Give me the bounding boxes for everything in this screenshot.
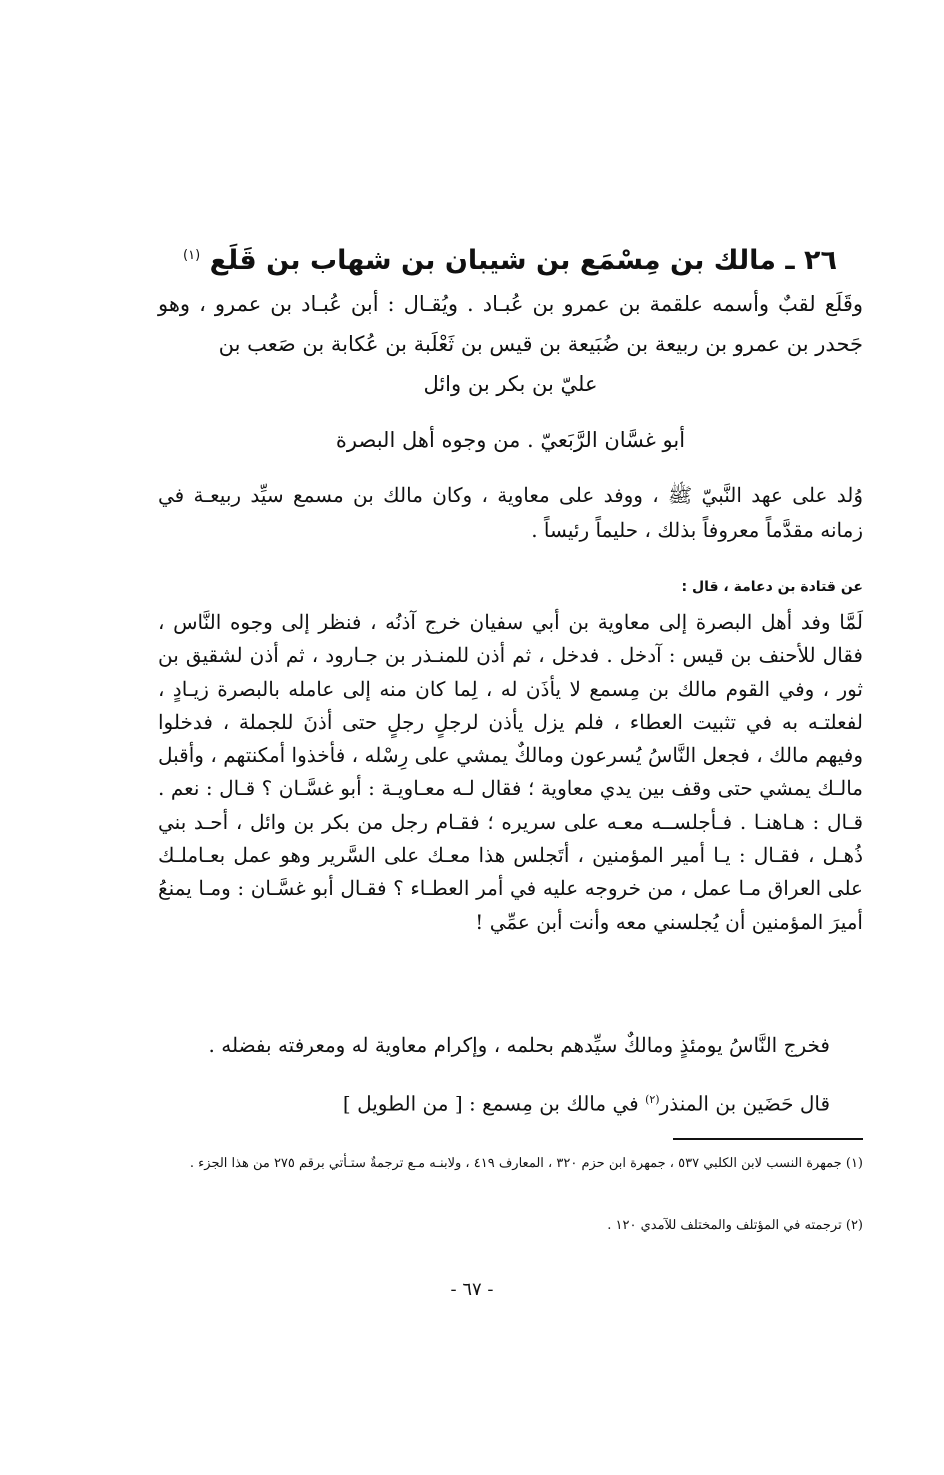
footnote-divider	[673, 1138, 863, 1140]
poem-intro-rest: في مالك بن مِسمع : [ من الطويل ]	[342, 1091, 639, 1116]
entry-number: ٢٦	[804, 245, 837, 276]
title-footnote-ref: (١)	[183, 248, 201, 263]
footnote-1: (١) جمهرة النسب لابن الكلبي ٥٣٧ ، جمهرة ابن حزم ٣٢٠ ، المعارف ٤١٩ ، ولابنـه مـع ترجمةٌ ستـأتي برقم ٢٧٥ من هذا الجزء .	[189, 1156, 863, 1171]
poem-intro-line	[158, 1082, 830, 1122]
entry-title: ٢٦ ـ مالك بن مِسْمَع بن شيبان بن شهاب بن قَلَع $^{(١)}$	[183, 245, 837, 276]
entry-name: مالك بن مِسْمَع بن شيبان بن شهاب بن قَلَع	[209, 245, 776, 276]
biography-paragraph: وُلد على عهد النَّبيّ ﷺ ، ووفد على معاوية ، وكان مالك بن مسمع سيِّد ربيعـة في زمانه مقدَّماً معروفاً بذلك ، حليماً رئيساً .	[158, 483, 863, 542]
lineage-text: وقَلَع لقبٌ وأسمه علقمة بن عمرو بن عُبـاد . ويُقـال : أبن عُبـاد بن عمرو ، وهو جَحدر بن عمرو بن ربيعة بن ضُبَيعة بن قيس بن ثَعْلَبة بن عُكابة بن صَعب بن	[158, 292, 863, 356]
narration-source: عن قتادة بن دعامة ، قال :	[681, 579, 863, 595]
narration-paragraph: لَمَّا وفد أهل البصرة إلى معاوية بن أبي سفيان خرج آذنُه ، فنظر إلى وجوه النَّاس ، فقال للأحنف بن قيس : آدخل . فدخل ، ثم أذن للمنـذر بن جـارود ، ثم أذن لشقيق بن ثور ، وفي القوم مالك بن مِسمع لا يأذَن له ، لِما كان منه إلى عامله بالبصرة زيـادٍ ، لفعلتـه به في تثبيت العطاء ، فلم يزل يأذن لرجلٍ رجلٍ حتى أذنَ للجملة ، فدخلوا وفيهم مالك ، فجعل النَّاسُ يُسرعون ومالكٌ يمشي على رِسْله ، فأخذوا أمكنتهم ، وأقبل مالـك يمشي حتى وقف بين يدي معاوية ؛ فقال لـه معـاويـة : أبو غسَّـان ؟ قـال : نعم . قـال : هـاهنـا . فـأجلســه معـه على سريره ؛ فقـام رجل من بكر بن وائل ، أحـد بني ذُهـل ، فقـال : يـا أمير المؤمنين ، أتَجلس هذا معـك على السَّرير وهو عمل بعـاملـك على العراق مـا عمل ، من خروجه عليه في أمر العطـاء ؟ فقـال أبو غسَّـان : ومـا يمنعُ أميرَ المؤمنين أن يُجلسني معه وأنت أبن عمِّي !	[158, 610, 863, 934]
poem-intro-text: قال حَضَين بن المنذر	[659, 1091, 830, 1116]
footnote-2: (٢) ترجمته في المؤتلف والمختلف للآمدي ١٢٠ .	[607, 1218, 863, 1233]
closing-paragraph: فخرج النَّاسُ يومئذٍ ومالكٌ سيِّدهم بحلمه ، وإكرام معاوية له ومعرفته بفضله .	[208, 1033, 830, 1057]
poem-footnote-ref: (٢)	[645, 1093, 660, 1106]
page-number: - ٦٧ -	[450, 1279, 494, 1300]
kunya-line: أبو غسَّان الرَّبَعيّ . من وجوه أهل البصرة	[335, 428, 686, 452]
lineage-last-line: عليّ بن بكر بن وائل	[423, 372, 598, 396]
